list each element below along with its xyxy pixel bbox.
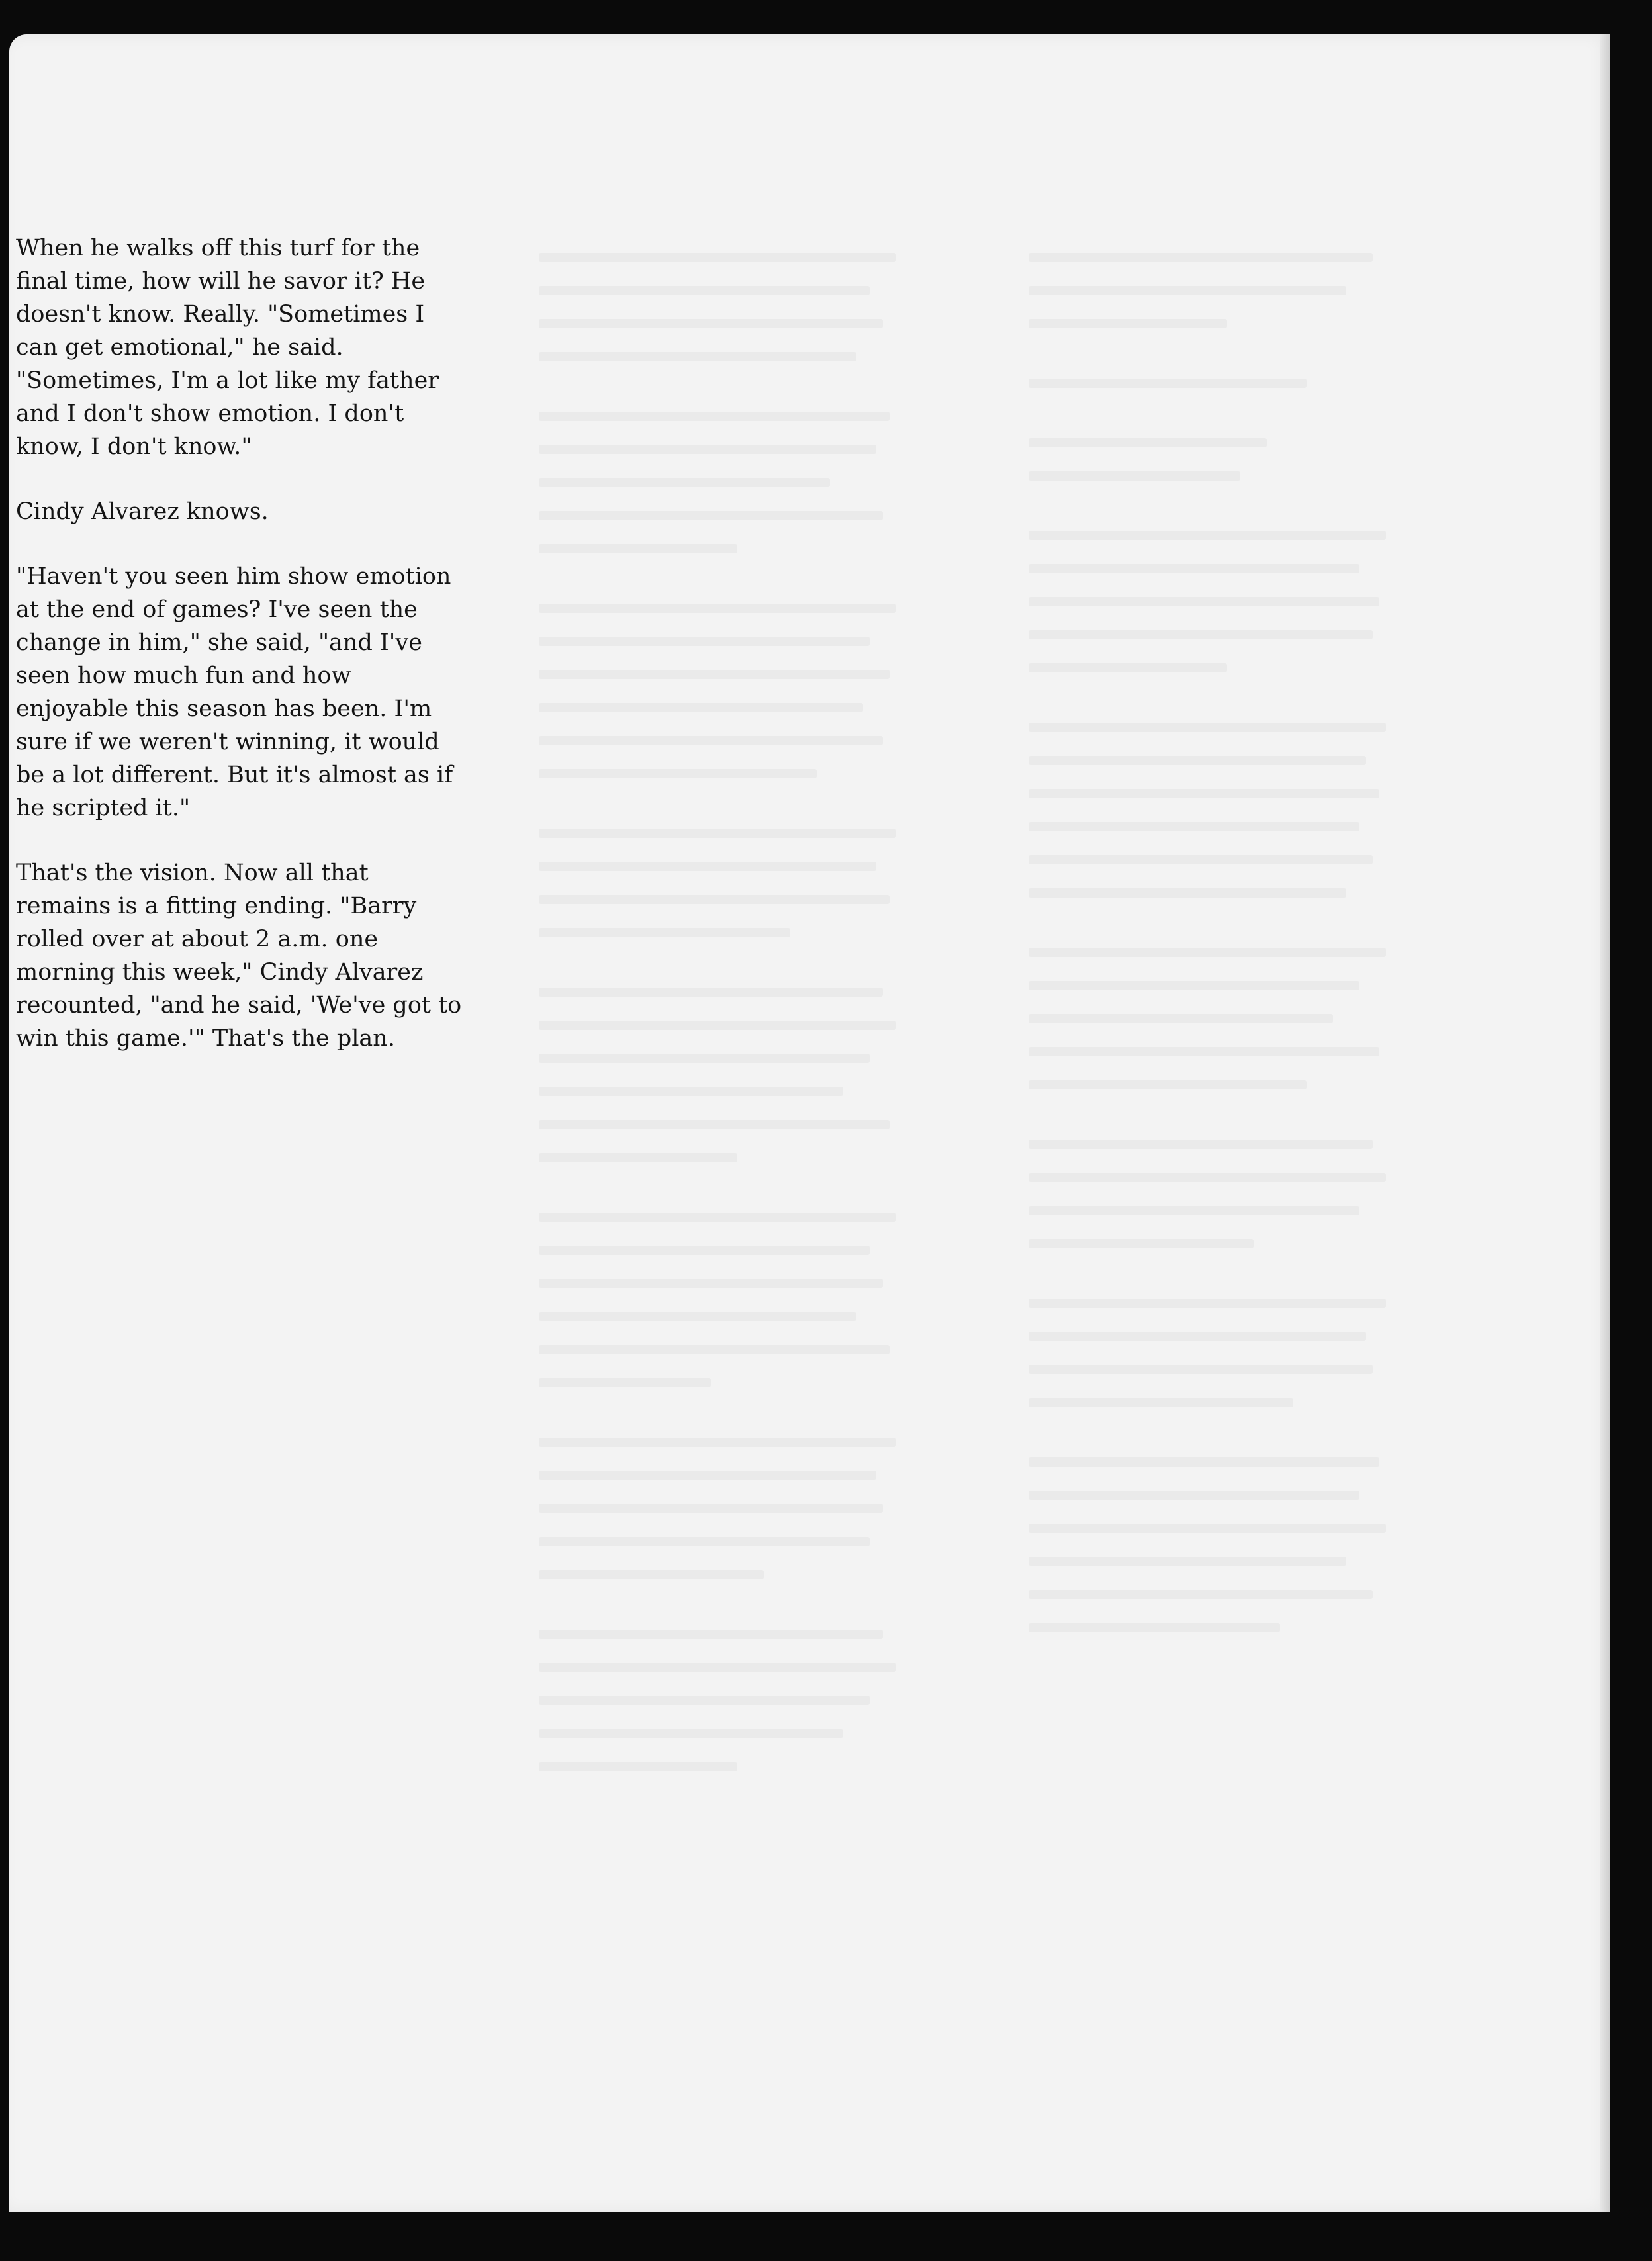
paragraph-cindy-knows: Cindy Alvarez knows. — [16, 498, 269, 525]
article-text-column — [16, 232, 492, 1087]
bleed-column-right — [1029, 253, 1399, 1656]
paragraph-vision: That's the vision. Now all that remains is a fitting ending. "Barry rolled over at about 2 a.m. one morning this week," Cindy Alvarez recounted, "and he said, 'We've got to win this game.'" That's the plan. — [16, 860, 462, 1052]
bleed-column-middle — [539, 253, 909, 1795]
paragraph-quote-emotion: "Haven't you seen him show emotion at the end of games? I've seen the change in him," she said, "and I've seen how much fun and how enjoyable this season has been. I'm sure if we weren't winning, it would be a lot different. But it's almost as if he scripted it." — [16, 563, 453, 821]
paragraph-savor: When he walks off this turf for the final time, how will he savor it? He doesn't know. Really. "Sometimes I can get emotional," he said. "Sometimes, I'm a lot like my father and I don't show emotion. I don't know, I don't know." — [16, 235, 439, 460]
page-edge — [1600, 34, 1610, 2212]
